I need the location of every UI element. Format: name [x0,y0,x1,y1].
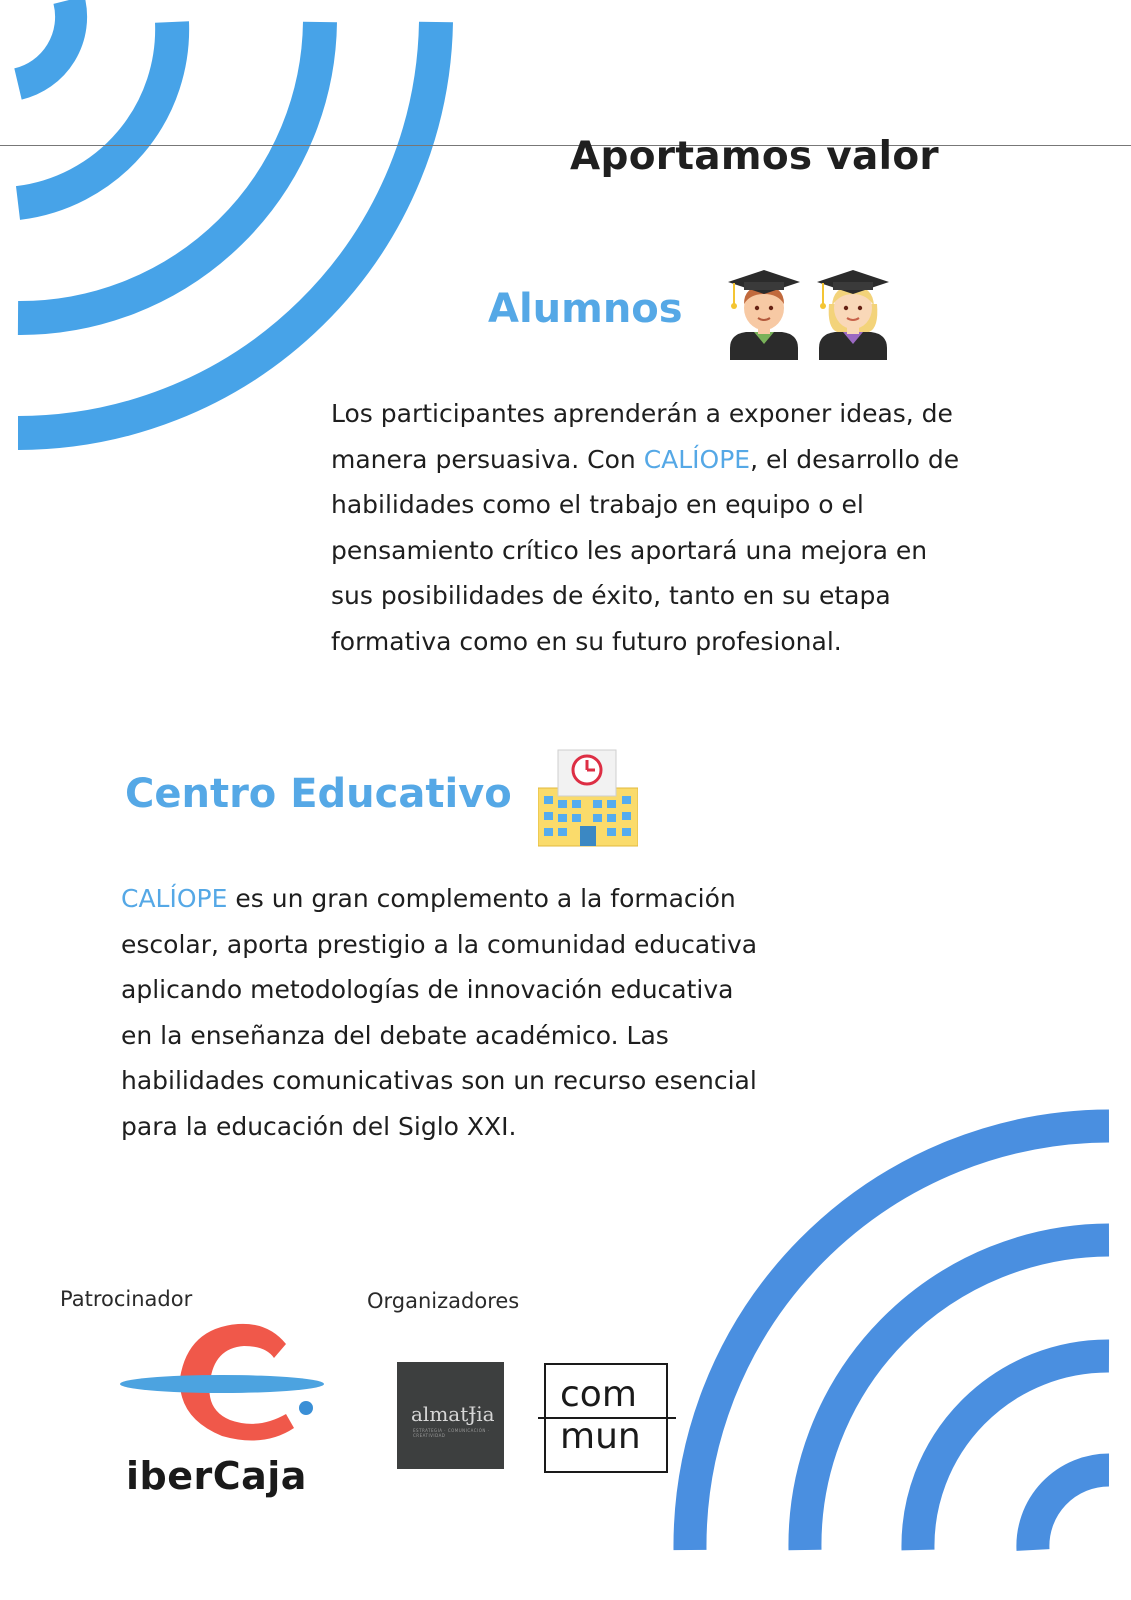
ibercaja-symbol [118,1318,328,1448]
text-segment: escolar, aporta prestigio a la comunidad educativa [121,929,758,959]
text-segment: manera persuasiva. Con [331,444,644,474]
text-line [121,1013,901,1059]
text-segment: formativa como en su futuro profesional. [331,626,842,656]
commun-line-2: mun [560,1416,641,1457]
text-line [331,573,1091,619]
text-line [121,1104,901,1150]
text-line [331,391,1091,437]
section-heading-centro-educativo: Centro Educativo [125,771,512,817]
text-line [331,528,1091,574]
centro-description [121,876,901,1149]
man-student-icon [726,268,802,360]
section-heading-alumnos: Alumnos [488,286,683,332]
brand-name: CALÍOPE [121,884,228,913]
text-line [121,967,901,1013]
text-segment: en la enseñanza del debate académico. Las [121,1020,669,1050]
text-line [331,619,1091,665]
text-segment: sus posibilidades de éxito, tanto en su etapa [331,581,891,610]
text-line [121,922,901,968]
top-divider-line [0,145,1131,146]
school-building-icon [538,748,638,848]
almatia-logo [397,1362,504,1469]
text-line [331,437,1091,483]
decorative-arcs-bottom [660,1100,1131,1600]
text-segment: Los participantes aprenderán a exponer ideas, de [331,399,953,428]
text-line [121,876,901,922]
ibercaja-wordmark: iberCaja [126,1454,307,1498]
text-line [121,1058,901,1104]
text-segment: para la educación del Siglo XXI. [121,1111,517,1141]
organizers-label: Organizadores [367,1289,520,1313]
text-segment: habilidades comunicativas son un recurso esencial [121,1066,757,1095]
text-segment: habilidades como el trabajo en equipo o el [331,490,864,519]
text-segment: es un gran complemento a la formación [227,884,736,913]
text-segment: aplicando metodologías de innovación educativa [121,975,734,1004]
sponsor-label: Patrocinador [60,1287,193,1311]
commun-line-1: com [560,1374,637,1415]
alumnos-description [331,391,1091,664]
text-segment: , el desarrollo de [750,444,960,474]
commun-logo [544,1363,668,1473]
page-title: Aportamos valor [570,134,939,179]
ibercaja-logo [118,1318,328,1518]
almatia-tagline: ESTRATEGIA · COMUNICACIÓN · CREATIVIDAD [413,1428,490,1438]
almatia-wordmark: almatɈia [411,1402,495,1426]
woman-student-icon [815,268,891,360]
text-line [331,482,1091,528]
brand-name: CALÍOPE [643,444,751,474]
text-segment: pensamiento crítico les aportará una mejora en [331,535,928,565]
